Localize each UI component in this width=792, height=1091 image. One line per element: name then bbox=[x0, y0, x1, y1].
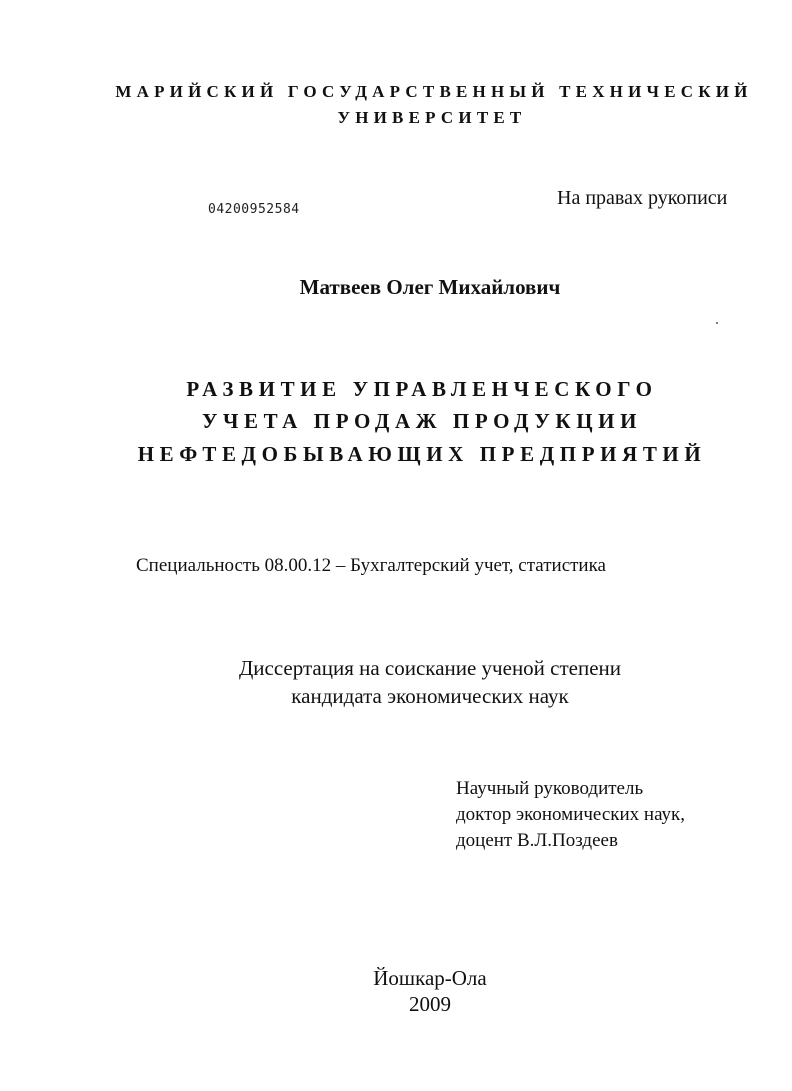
advisor-role: Научный руководитель bbox=[456, 778, 644, 799]
advisor-name: доцент В.Л.Поздеев bbox=[456, 830, 618, 851]
dissertation-title-line-2: УЧЕТА ПРОДАЖ ПРОДУКЦИИ bbox=[201, 409, 643, 433]
specialty-line: Специальность 08.00.12 – Бухгалтерский учет, статистика bbox=[136, 555, 606, 576]
library-stamp-number: 04200952584 bbox=[208, 202, 300, 217]
advisor-degree: доктор экономических наук, bbox=[456, 804, 686, 825]
university-name-line-1: МАРИЙСКИЙ ГОСУДАРСТВЕННЫЙ ТЕХНИЧЕСКИЙ bbox=[115, 82, 753, 101]
dissertation-title-line-1: РАЗВИТИЕ УПРАВЛЕНЧЕСКОГО bbox=[186, 377, 658, 401]
dissertation-title-line-3: НЕФТЕДОБЫВАЮЩИХ ПРЕДПРИЯТИЙ bbox=[137, 442, 707, 466]
degree-line-1: Диссертация на соискание ученой степени bbox=[238, 656, 622, 680]
city: Йошкар-Ола bbox=[373, 966, 487, 990]
university-name-line-2: УНИВЕРСИТЕТ bbox=[337, 108, 527, 127]
scan-speck bbox=[716, 322, 718, 324]
year: 2009 bbox=[409, 992, 451, 1016]
manuscript-rights-note: На правах рукописи bbox=[557, 187, 728, 209]
degree-line-2: кандидата экономических наук bbox=[291, 684, 569, 708]
author-name: Матвеев Олег Михайлович bbox=[299, 275, 561, 299]
